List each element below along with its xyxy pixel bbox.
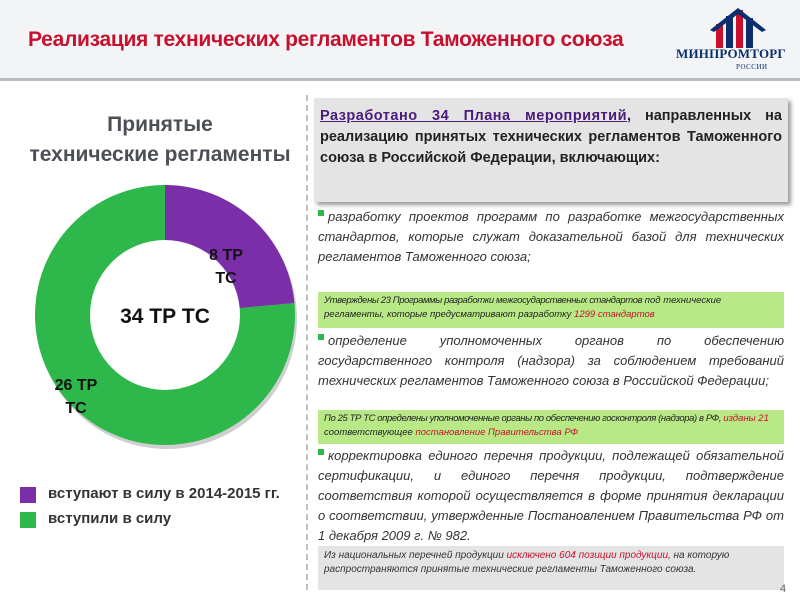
- left-title-line1: Принятые: [107, 113, 213, 136]
- legend-swatch-entered: [20, 512, 36, 528]
- note-authorities-text: по обеспечению госконтроля (надзора) в РФ,: [531, 413, 724, 424]
- donut-chart: [30, 180, 300, 450]
- intro-text: [320, 106, 782, 169]
- legend-label-entered: вступили в силу: [48, 510, 172, 527]
- note-standards-highlight: 1299 стандартов: [574, 309, 655, 320]
- note-authorities-highlight2: постановление Правительства РФ: [415, 427, 579, 438]
- note-standards-text: под технические регламенты, которые предусматривают разработку: [324, 295, 722, 320]
- left-title-line2: технические регламенты: [29, 143, 291, 166]
- intro-lead: Разработано 34 Плана мероприятий: [320, 108, 627, 124]
- note-exclusions: [318, 546, 784, 590]
- note-standards-lead: Утверждены 23 Программы разработки межгосударственных стандартов: [324, 295, 643, 306]
- bullet-icon: [318, 334, 324, 340]
- ministry-logo-icon: [660, 8, 790, 74]
- donut-center-label: 34 ТР ТС: [120, 305, 210, 328]
- slide-title: Реализация технических регламентов Таможенного союза: [28, 28, 624, 51]
- list-item-text: разработку проектов программ по разработке межгосударственных стандартов, которые служат доказательной базой для технических регламентов Таможенного союза;: [318, 209, 784, 264]
- header-divider: [0, 78, 800, 81]
- note-authorities-highlight: изданы 21: [723, 413, 769, 424]
- logo-text: МИНПРОМТОРГ: [676, 46, 786, 61]
- list-item: [318, 331, 784, 391]
- donut-label-entered-line2: ТС: [65, 400, 87, 417]
- list-item-text: определение уполномоченных органов по обеспечению государственного контроля (надзора) за соблюдением требований технических регламентов Таможенного союза в Российской Федерации;: [318, 333, 784, 388]
- bullet-icon: [318, 449, 324, 455]
- logo-subtext: РОССИИ: [736, 63, 768, 71]
- column-divider: [306, 95, 308, 590]
- note-authorities-text2: соответствующее: [324, 427, 416, 438]
- list-item: [318, 207, 784, 267]
- page-number: 4: [780, 583, 787, 595]
- legend-label-upcoming: вступают в силу в 2014-2015 гг.: [48, 485, 280, 502]
- legend-swatch-upcoming: [20, 487, 36, 503]
- list-item: [318, 446, 784, 546]
- left-panel-title: [0, 110, 320, 170]
- note-authorities: [318, 410, 784, 444]
- donut-label-entered-line1: 26 ТР: [54, 377, 98, 394]
- note-standards: [318, 292, 784, 328]
- intro-rest: , направленных на реализацию принятых технических регламентов Таможенного союза в Российской Федерации, включающих:: [320, 108, 782, 166]
- list-item-text: корректировка единого перечня продукции, подлежащей обязательной сертификации, и единого перечня продукции, подтверждение соответствия которой осуществляется в форме принятия декларации о соответствии, утвержденные Постановлением Правительства РФ от 1 декабря 2009 г. № 982.: [318, 448, 784, 543]
- note-exclusions-text2: , на которую распространяются принятые технические регламенты Таможенного союза.: [324, 550, 730, 575]
- bullet-icon: [318, 210, 324, 216]
- note-exclusions-text: Из национальных перечней продукции: [324, 550, 507, 561]
- donut-label-upcoming-line2: ТС: [215, 270, 237, 287]
- intro-box: [314, 98, 788, 202]
- note-exclusions-highlight: исключено 604 позиции продукции: [506, 550, 668, 561]
- note-authorities-lead: По 25 ТР ТС определены уполномоченные органы: [324, 413, 532, 424]
- donut-label-upcoming-line1: 8 ТР: [209, 247, 243, 264]
